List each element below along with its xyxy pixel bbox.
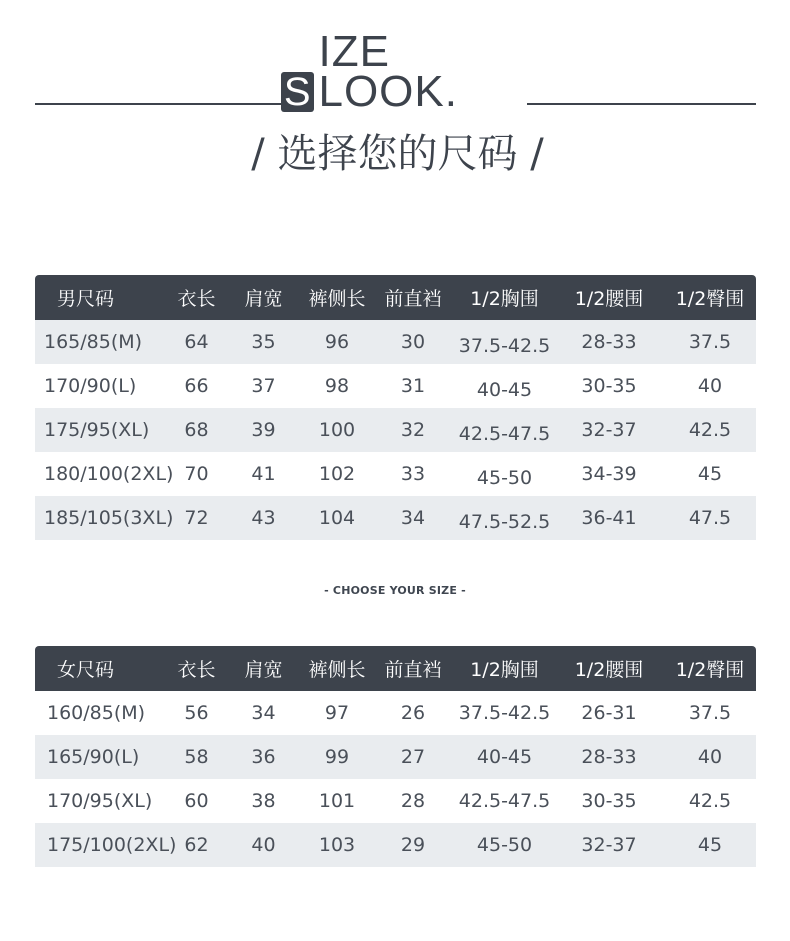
table-cell: 35 (224, 320, 303, 364)
table-cell: 64 (169, 320, 224, 364)
table-cell: 97 (324, 702, 350, 724)
column-header: 肩宽 (224, 275, 303, 320)
table-cell: 37.5-42.5 (455, 320, 554, 364)
table-cell: 175/95(XL) (35, 408, 169, 452)
table-cell: 62 (169, 823, 224, 867)
choose-size-divider: - CHOOSE YOUR SIZE - (324, 584, 466, 597)
column-header: 前直裆 (371, 646, 455, 691)
table-cell: 30 (371, 320, 455, 364)
brand-logo (281, 27, 527, 116)
table-cell: 42.5-47.5 (455, 408, 554, 452)
table-cell: 98 (324, 375, 350, 397)
table-cell: 30-35 (581, 790, 637, 812)
table-cell: 40 (697, 375, 723, 397)
men-size-table (35, 275, 756, 540)
table-cell: 170/95(XL) (47, 790, 153, 812)
brand-mark: S (281, 72, 314, 112)
table-cell: 175/100(2XL) (35, 823, 169, 867)
women-table-header (35, 646, 756, 691)
table-row (35, 823, 756, 867)
table-cell: 32 (371, 408, 455, 452)
table-cell: 41 (251, 463, 276, 485)
header-rule-left (35, 103, 281, 105)
table-cell: 40 (664, 735, 756, 779)
column-header: 1/2腰围 (554, 275, 664, 320)
table-cell: 36 (224, 735, 303, 779)
table-cell: 32-37 (554, 408, 664, 452)
men-table-header (35, 275, 756, 320)
table-cell: 37.5 (688, 702, 732, 724)
table-cell: 60 (184, 790, 209, 812)
table-row (35, 691, 756, 735)
column-header: 裤侧长 (303, 646, 371, 691)
table-cell: 26 (400, 702, 426, 724)
table-cell: 99 (303, 735, 371, 779)
table-cell: 45-50 (476, 467, 533, 489)
table-cell: 104 (303, 496, 371, 540)
table-row (35, 779, 756, 823)
table-cell: 37.5 (664, 320, 756, 364)
brand-text: IZE LOOK. (318, 27, 458, 116)
column-header: 裤侧长 (303, 275, 371, 320)
table-cell: 33 (400, 463, 426, 485)
page-subtitle: / 选择您的尺码 / (251, 131, 544, 177)
table-cell: 47.5-52.5 (455, 496, 554, 540)
table-cell: 45 (664, 823, 756, 867)
table-row (35, 320, 756, 364)
column-header: 衣长 (169, 275, 224, 320)
table-cell: 68 (169, 408, 224, 452)
table-cell: 185/105(3XL) (35, 496, 169, 540)
column-header: 女尺码 (35, 646, 169, 691)
table-cell: 28-33 (554, 320, 664, 364)
women-size-table (35, 646, 756, 867)
table-cell: 37 (251, 375, 276, 397)
table-row (35, 364, 756, 408)
table-cell: 96 (303, 320, 371, 364)
table-cell: 29 (371, 823, 455, 867)
column-header: 前直裆 (371, 275, 455, 320)
table-cell: 37.5-42.5 (458, 702, 551, 724)
table-cell: 170/90(L) (44, 375, 137, 397)
column-header: 男尺码 (35, 275, 169, 320)
table-cell: 40 (224, 823, 303, 867)
table-cell: 36-41 (554, 496, 664, 540)
table-cell: 101 (318, 790, 356, 812)
table-cell: 27 (371, 735, 455, 779)
table-cell: 34 (371, 496, 455, 540)
table-cell: 160/85(M) (47, 702, 146, 724)
table-row (35, 408, 756, 452)
table-cell: 42.5-47.5 (458, 790, 551, 812)
table-cell: 34 (251, 702, 276, 724)
table-cell: 40-45 (476, 379, 533, 401)
table-cell: 31 (400, 375, 426, 397)
table-cell: 26-31 (581, 702, 637, 724)
table-cell: 72 (169, 496, 224, 540)
table-cell: 100 (303, 408, 371, 452)
table-cell: 45 (697, 463, 723, 485)
table-cell: 43 (224, 496, 303, 540)
table-row (35, 452, 756, 496)
column-header: 1/2胸围 (455, 275, 554, 320)
table-row (35, 735, 756, 779)
table-cell: 66 (184, 375, 209, 397)
table-cell: 40-45 (455, 735, 554, 779)
table-cell: 165/90(L) (35, 735, 169, 779)
table-cell: 70 (184, 463, 209, 485)
table-cell: 28 (400, 790, 426, 812)
table-cell: 56 (184, 702, 209, 724)
table-cell: 34-39 (581, 463, 637, 485)
table-cell: 42.5 (664, 408, 756, 452)
header-rule-right (527, 103, 756, 105)
column-header: 肩宽 (224, 646, 303, 691)
table-cell: 30-35 (581, 375, 637, 397)
table-cell: 38 (251, 790, 276, 812)
table-cell: 180/100(2XL) (44, 463, 174, 485)
table-cell: 58 (169, 735, 224, 779)
table-cell: 47.5 (664, 496, 756, 540)
table-cell: 39 (224, 408, 303, 452)
column-header: 1/2臀围 (664, 646, 756, 691)
column-header: 1/2胸围 (455, 646, 554, 691)
table-cell: 165/85(M) (35, 320, 169, 364)
column-header: 1/2腰围 (554, 646, 664, 691)
column-header: 衣长 (169, 646, 224, 691)
table-cell: 32-37 (554, 823, 664, 867)
column-header: 1/2臀围 (664, 275, 756, 320)
table-cell: 45-50 (455, 823, 554, 867)
table-cell: 42.5 (688, 790, 732, 812)
table-cell: 28-33 (554, 735, 664, 779)
table-cell: 102 (318, 463, 356, 485)
table-row (35, 496, 756, 540)
table-cell: 103 (303, 823, 371, 867)
